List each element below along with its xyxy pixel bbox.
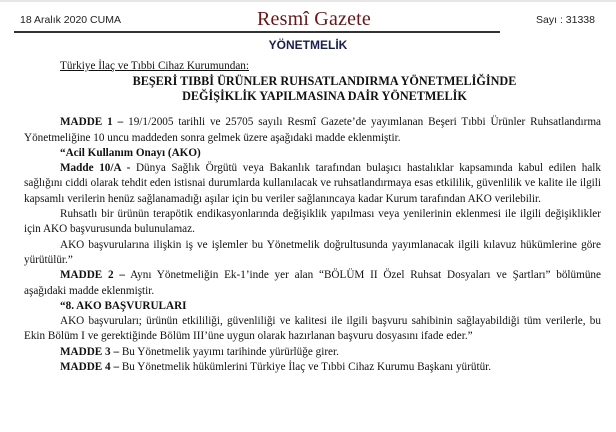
gazette-title: Resmî Gazete — [256, 8, 372, 30]
article-2-label: MADDE 2 – — [60, 269, 125, 282]
article-4-label: MADDE 4 – — [60, 361, 120, 374]
article-3-label: MADDE 3 – — [60, 345, 120, 358]
article-3 — [24, 345, 601, 360]
regulation-title-line1: BEŞERİ TIBBİ ÜRÜNLER RUHSATLANDIRMA YÖNETMELİĞİNDE — [132, 74, 517, 89]
ako-heading: “Acil Kullanım Onayı (AKO) — [60, 146, 201, 159]
regulation-title-line2: DEĞİŞİKLİK YAPILMASINA DAİR YÖNETMELİK — [182, 89, 467, 104]
regulation-document — [24, 59, 601, 375]
gazette-header — [14, 8, 595, 30]
article-10a-text: Dünya Sağlık Örgütü veya Bakanlık tarafından bulaşıcı hastalıklar kapsamında kabul edilen halk sağlığını ciddi olarak tehdit eden istisnai durumlarda kullanılacak ve ruhsatlandırmaya esas etkililik, güvenlilik ve kalite ile ilgili kapsamlı verilerin henüz sağlanamadığı aşılar için bu veriler sağlanıncaya kadar Kurum tarafından AKO verilebilir. — [24, 162, 602, 205]
article-4 — [24, 360, 601, 375]
regulation-title — [24, 74, 601, 104]
header-divider — [14, 31, 500, 33]
article-1-label: MADDE 1 – — [60, 116, 124, 129]
paragraph-licensed-product: Ruhsatlı bir ürünün terapötik endikasyonlarında değişiklik yapılması veya yenilerinin eklenmesi ile ilgili değişiklikler için AKO başvurusunda bulunulamaz. — [24, 208, 601, 236]
paragraph-section-8: AKO başvuruları; ürünün etkililiği, güvenliliği ve kalitesi ile ilgili başvuru sahibinin sağlayabildiği tüm verilerle, bu Ekin Bölüm I ve gerektiğinde Bölüm III’üne uygun olarak hazırlanan başvuru dosyasını ifade eder.” — [24, 315, 601, 343]
article-2 — [24, 268, 601, 299]
issuing-authority: Türkiye İlaç ve Tıbbi Cihaz Kurumundan: — [60, 60, 249, 72]
article-4-text: Bu Yönetmelik hükümlerini Türkiye İlaç ve Tıbbi Cihaz Kurumu Başkanı yürütür. — [119, 361, 492, 374]
article-1 — [24, 115, 601, 146]
section-8-heading: “8. AKO BAŞVURULARI — [60, 299, 187, 312]
top-border — [0, 0, 616, 2]
issue-date: 18 Aralık 2020 CUMA — [20, 14, 121, 26]
paragraph-ako-procedures: AKO başvurularına ilişkin iş ve işlemler bu Yönetmelik doğrultusunda yayımlanacak ilgili kılavuz hükümlerine göre yürütülür.” — [24, 238, 601, 266]
article-10a-label: Madde 10/A - — [60, 162, 131, 175]
issue-number: Sayı : 31338 — [536, 14, 595, 26]
article-10a — [24, 161, 601, 207]
article-1-text: 19/1/2005 tarihli ve 25705 sayılı Resmî Gazete’de yayımlanan Beşeri Tıbbi Ürünler Ruhsatlandırma Yönetmeliğine 10 uncu maddeden sonra gelmek üzere aşağıdaki madde eklenmiştir. — [24, 116, 601, 144]
article-3-text: Bu Yönetmelik yayımı tarihinde yürürlüğe girer. — [119, 345, 339, 358]
section-heading: YÖNETMELİK — [268, 38, 348, 52]
article-2-text: Aynı Yönetmeliğin Ek-1’inde yer alan “BÖLÜM II Özel Ruhsat Dosyaları ve Şartları” bölümüne aşağıdaki madde eklenmiştir. — [24, 269, 601, 297]
